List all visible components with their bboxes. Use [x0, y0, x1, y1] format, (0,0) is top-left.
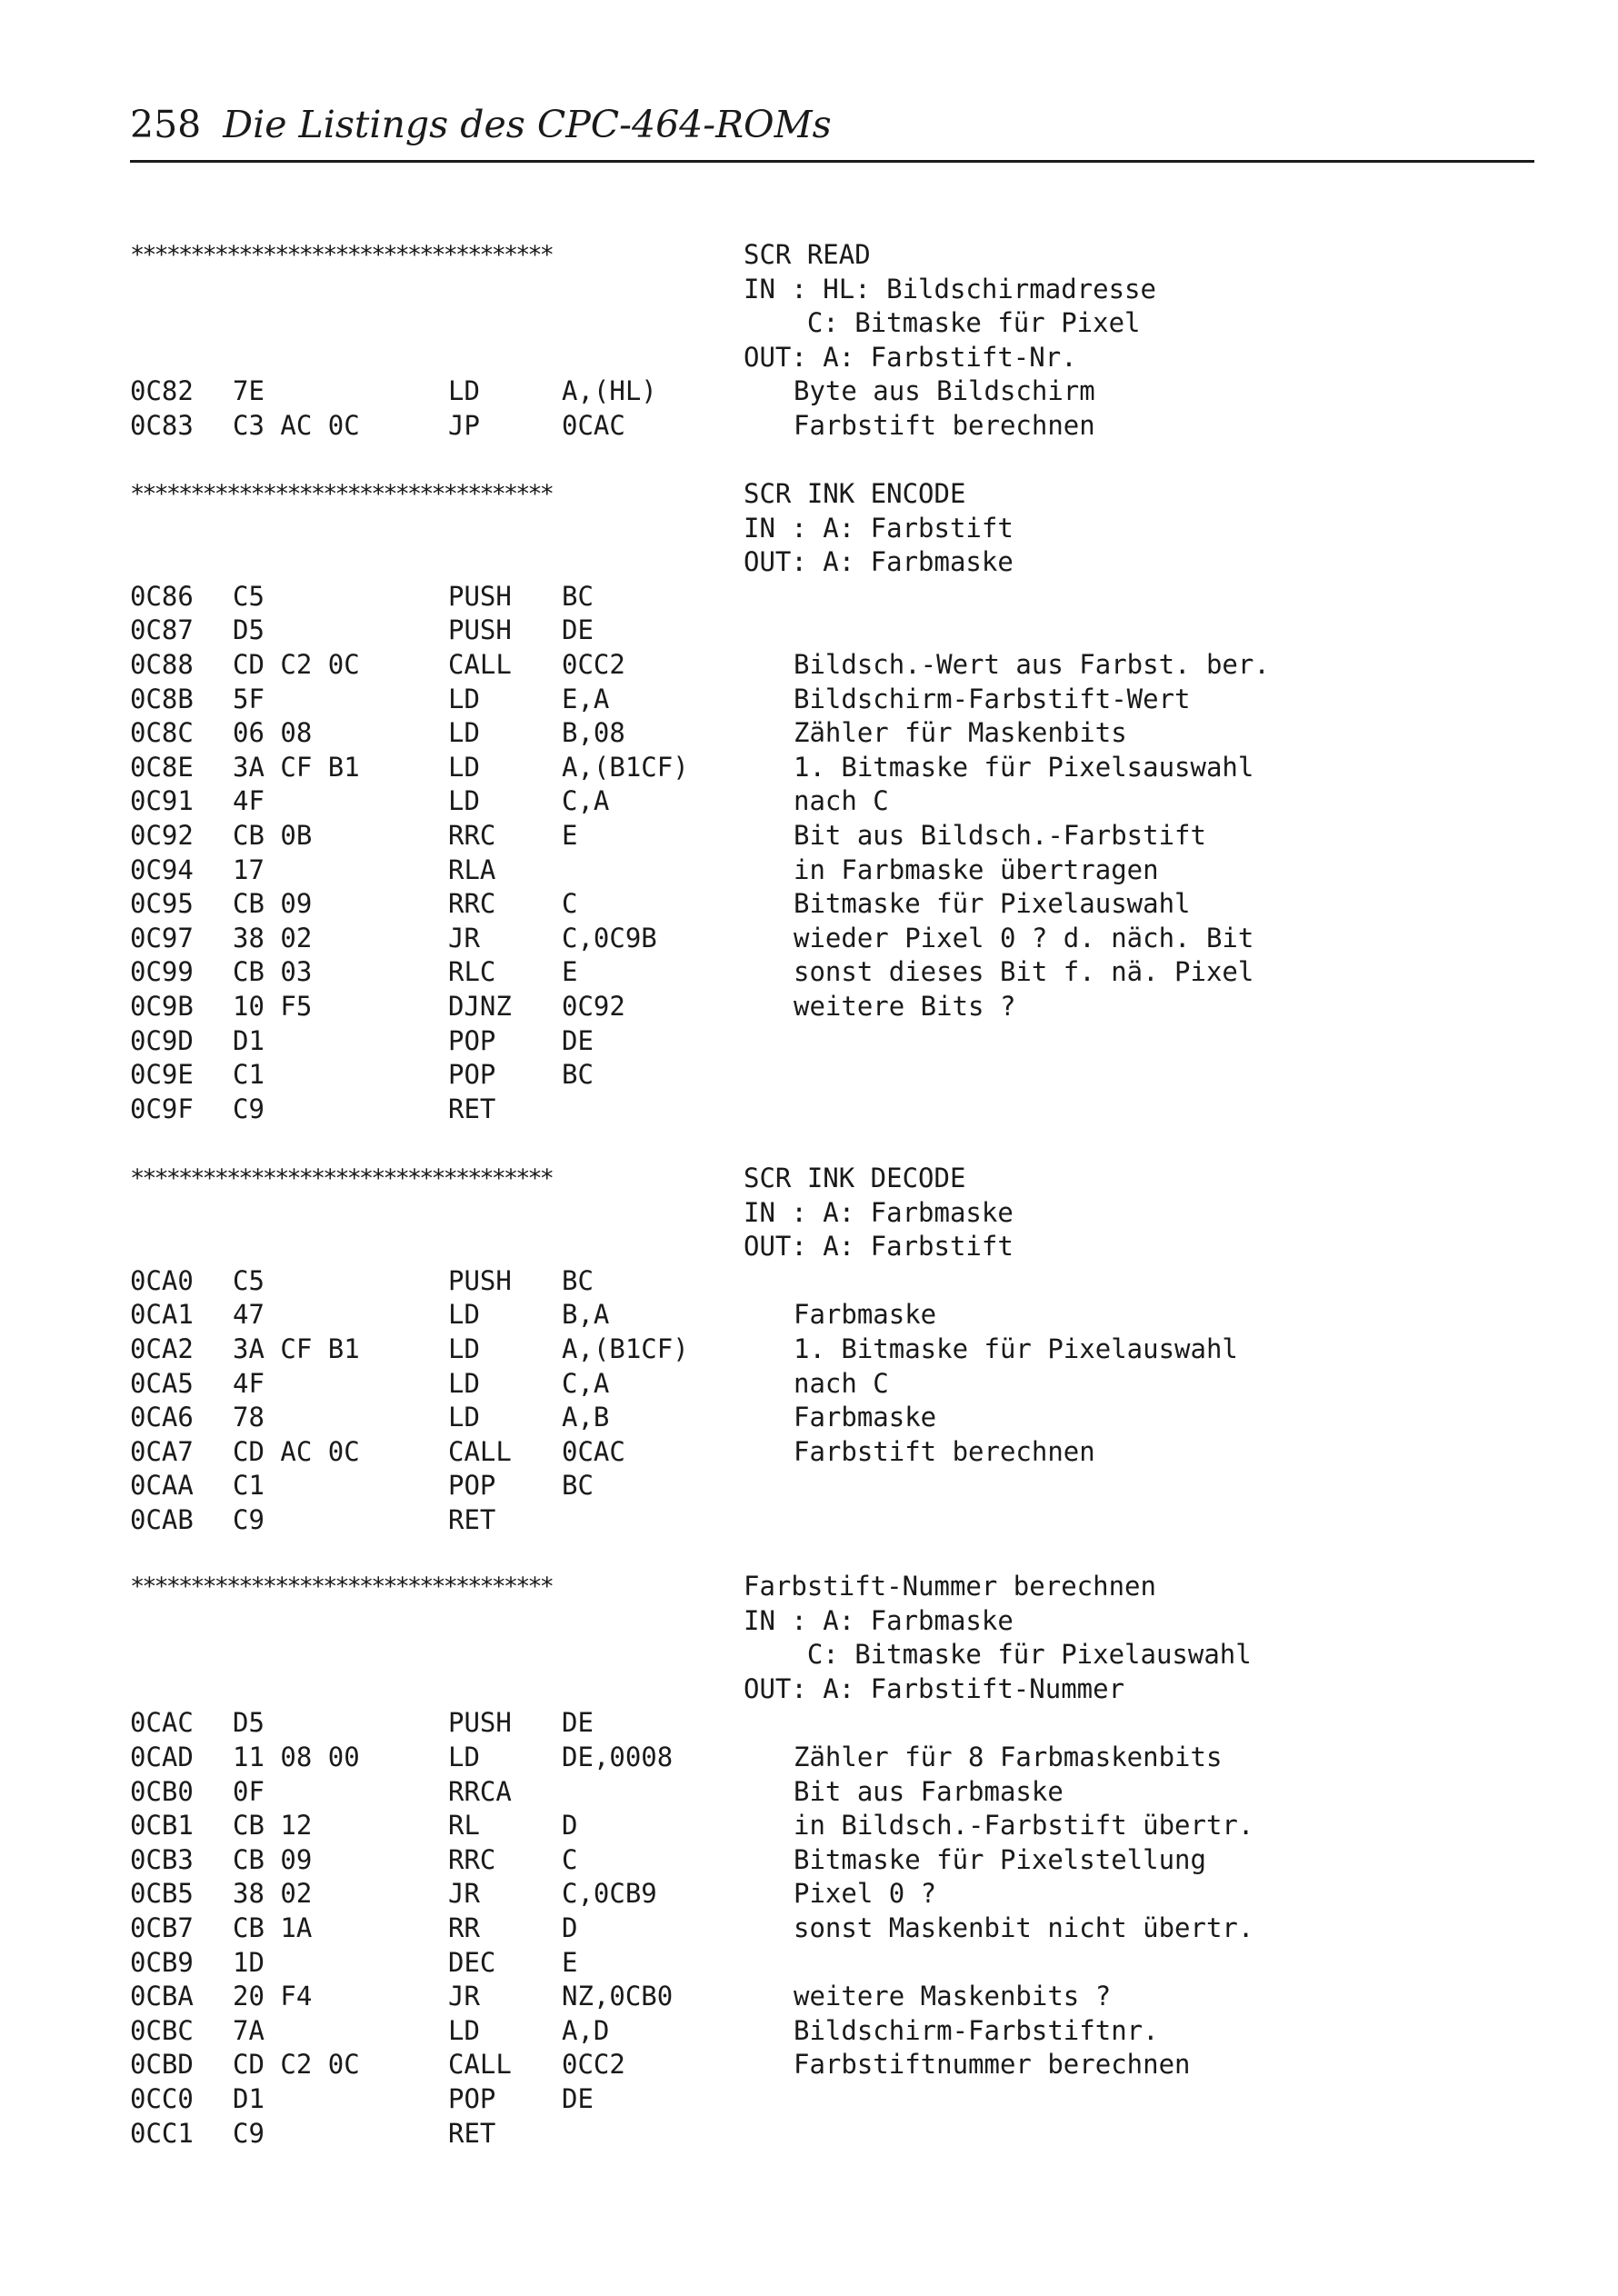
- mnemonic: LD: [448, 1333, 480, 1364]
- listing-row: [130, 580, 1534, 614]
- address: 0CBC: [130, 2014, 194, 2046]
- address: 0C9F: [130, 1093, 194, 1124]
- routine-io-note: OUT: A: Farbmaske: [744, 546, 1014, 578]
- operand: NZ,0CB0: [562, 1981, 674, 2012]
- address: 0C8B: [130, 683, 194, 714]
- address: 0CBA: [130, 1981, 194, 2012]
- comment: wieder Pixel 0 ? d. näch. Bit: [794, 922, 1254, 953]
- comment: nach C: [794, 785, 889, 817]
- operand: D: [562, 1810, 578, 1842]
- comment: Farbstiftnummer berechnen: [794, 2049, 1191, 2081]
- listing-row: [130, 1741, 1534, 1775]
- listing-row: [130, 922, 1534, 956]
- address: 0CB5: [130, 1878, 194, 1910]
- listing-row: [130, 2082, 1534, 2117]
- address: 0C8E: [130, 751, 194, 783]
- listing-row: [130, 1877, 1534, 1912]
- mnemonic: RRCA: [448, 1775, 512, 1807]
- operand: DE: [562, 2082, 594, 2114]
- listing-row: [130, 648, 1534, 683]
- comment: Farbmaske: [794, 1299, 937, 1331]
- operand: BC: [562, 580, 594, 612]
- opcode-bytes: CB 0B: [233, 819, 313, 851]
- operand: DE: [562, 1707, 594, 1739]
- listing-section: [130, 1162, 1534, 1538]
- comment: sonst dieses Bit f. nä. Pixel: [794, 956, 1254, 988]
- address: 0C82: [130, 375, 194, 407]
- routine-io-note: IN : A: Farbmaske: [744, 1196, 1014, 1228]
- opcode-bytes: CD C2 0C: [233, 648, 360, 680]
- opcode-bytes: C5: [233, 1264, 265, 1296]
- opcode-bytes: 1D: [233, 1946, 265, 1978]
- operand: 0C92: [562, 990, 625, 1022]
- mnemonic: RRC: [448, 888, 496, 920]
- opcode-bytes: 10 F5: [233, 990, 313, 1022]
- address: 0C92: [130, 819, 194, 851]
- comment: Zähler für 8 Farbmaskenbits: [794, 1741, 1223, 1772]
- separator-stars: ***********************************: [130, 1572, 552, 1601]
- listing-row: [130, 854, 1534, 888]
- operand: 0CAC: [562, 1435, 625, 1467]
- mnemonic: PUSH: [448, 614, 512, 646]
- listing-row: [130, 887, 1534, 922]
- address: 0C97: [130, 922, 194, 953]
- mnemonic: LD: [448, 751, 480, 783]
- operand: DE,0008: [562, 1741, 674, 1772]
- operand: BC: [562, 1470, 594, 1502]
- opcode-bytes: 3A CF B1: [233, 1333, 360, 1364]
- comment: Bitmaske für Pixelstellung: [794, 1843, 1206, 1875]
- listing-section: [130, 238, 1534, 444]
- opcode-bytes: CB 12: [233, 1810, 313, 1842]
- address: 0C9D: [130, 1024, 194, 1056]
- operand: A,D: [562, 2014, 610, 2046]
- listing-row: [130, 1058, 1534, 1093]
- listing-row: [130, 1843, 1534, 1878]
- operand: DE: [562, 614, 594, 646]
- comment: nach C: [794, 1367, 889, 1399]
- listing-row: [130, 2014, 1534, 2049]
- opcode-bytes: 47: [233, 1299, 265, 1331]
- listing-row: [130, 2117, 1534, 2151]
- separator-row: [130, 477, 1534, 512]
- listing-row: [130, 1264, 1534, 1299]
- opcode-bytes: 11 08 00: [233, 1741, 360, 1772]
- operand: E,A: [562, 683, 610, 714]
- address: 0C88: [130, 648, 194, 680]
- mnemonic: LD: [448, 375, 480, 407]
- address: 0CB7: [130, 1912, 194, 1943]
- operand: 0CC2: [562, 648, 625, 680]
- opcode-bytes: 4F: [233, 785, 265, 817]
- comment: Farbstift berechnen: [794, 1435, 1095, 1467]
- listing-row: [130, 409, 1534, 444]
- address: 0CB3: [130, 1843, 194, 1875]
- address: 0C8C: [130, 717, 194, 749]
- address: 0C99: [130, 956, 194, 988]
- address: 0C94: [130, 854, 194, 885]
- listing-row: [130, 614, 1534, 648]
- opcode-bytes: 78: [233, 1402, 265, 1433]
- address: 0CB0: [130, 1775, 194, 1807]
- mnemonic: RLA: [448, 854, 496, 885]
- comment: Bitmaske für Pixelauswahl: [794, 888, 1191, 920]
- opcode-bytes: D5: [233, 1707, 265, 1739]
- routine-io-note: IN : A: Farbstift: [744, 512, 1014, 544]
- listing-row: [130, 1775, 1534, 1810]
- listing-row: [130, 545, 1534, 580]
- mnemonic: LD: [448, 717, 480, 749]
- listing-row: [130, 1469, 1534, 1503]
- separator-stars: ***********************************: [130, 241, 552, 269]
- operand: E: [562, 819, 578, 851]
- routine-io-note: C: Bitmaske für Pixelauswahl: [744, 1639, 1252, 1671]
- listing-row: [130, 716, 1534, 751]
- comment: Pixel 0 ?: [794, 1878, 937, 1910]
- separator-row: [130, 1570, 1534, 1604]
- listing-section: [130, 1570, 1534, 2151]
- listing-section: [130, 477, 1534, 1126]
- opcode-bytes: C3 AC 0C: [233, 409, 360, 441]
- address: 0CA6: [130, 1402, 194, 1433]
- opcode-bytes: C9: [233, 1093, 265, 1124]
- address: 0CA7: [130, 1435, 194, 1467]
- operand: C: [562, 1843, 578, 1875]
- comment: weitere Maskenbits ?: [794, 1981, 1112, 2012]
- comment: weitere Bits ?: [794, 990, 1016, 1022]
- listing-row: [130, 2048, 1534, 2082]
- routine-name: SCR INK DECODE: [744, 1163, 966, 1193]
- listing-row: [130, 1196, 1534, 1231]
- comment: Bit aus Farbmaske: [794, 1775, 1064, 1807]
- listing-row: [130, 1503, 1534, 1538]
- mnemonic: RET: [448, 2117, 496, 2149]
- opcode-bytes: 7A: [233, 2014, 265, 2046]
- operand: DE: [562, 1024, 594, 1056]
- separator-stars: ***********************************: [130, 480, 552, 508]
- separator-row: [130, 1162, 1534, 1196]
- comment: 1. Bitmaske für Pixelauswahl: [794, 1333, 1238, 1364]
- comment: Bildschirm-Farbstift-Wert: [794, 683, 1191, 714]
- operand: A,(B1CF): [562, 751, 689, 783]
- operand: B,A: [562, 1299, 610, 1331]
- listing-row: [130, 955, 1534, 990]
- routine-io-note: C: Bitmaske für Pixel: [744, 307, 1141, 339]
- operand: E: [562, 956, 578, 988]
- mnemonic: JR: [448, 922, 480, 953]
- separator-row: [130, 238, 1534, 273]
- listing-row: [130, 1024, 1534, 1059]
- mnemonic: PUSH: [448, 580, 512, 612]
- listing-row: [130, 1946, 1534, 1981]
- operand: A,(HL): [562, 375, 657, 407]
- routine-io-note: OUT: A: Farbstift-Nr.: [744, 341, 1077, 373]
- operand: A,(B1CF): [562, 1333, 689, 1364]
- comment: in Bildsch.-Farbstift übertr.: [794, 1810, 1254, 1842]
- assembler-listing: [130, 0, 1534, 2296]
- opcode-bytes: CD C2 0C: [233, 2049, 360, 2081]
- operand: C,A: [562, 1367, 610, 1399]
- opcode-bytes: 17: [233, 854, 265, 885]
- listing-row: [130, 751, 1534, 785]
- operand: C,0CB9: [562, 1878, 657, 1910]
- listing-row: [130, 1638, 1534, 1672]
- routine-io-note: OUT: A: Farbstift: [744, 1231, 1014, 1263]
- routine-name: Farbstift-Nummer berechnen: [744, 1571, 1156, 1602]
- address: 0C95: [130, 888, 194, 920]
- opcode-bytes: D1: [233, 2082, 265, 2114]
- listing-row: [130, 306, 1534, 341]
- mnemonic: POP: [448, 1059, 496, 1091]
- operand: 0CC2: [562, 2049, 625, 2081]
- comment: Farbmaske: [794, 1402, 937, 1433]
- mnemonic: LD: [448, 1402, 480, 1433]
- opcode-bytes: 4F: [233, 1367, 265, 1399]
- mnemonic: RET: [448, 1093, 496, 1124]
- comment: in Farbmaske übertragen: [794, 854, 1159, 885]
- mnemonic: LD: [448, 1299, 480, 1331]
- address: 0CAD: [130, 1741, 194, 1772]
- opcode-bytes: C1: [233, 1059, 265, 1091]
- running-title: Die Listings des CPC-464-ROMs: [223, 103, 832, 146]
- page-number: 258: [130, 103, 202, 146]
- opcode-bytes: CB 09: [233, 888, 313, 920]
- listing-row: [130, 1401, 1534, 1435]
- listing-row: [130, 1604, 1534, 1639]
- address: 0CC1: [130, 2117, 194, 2149]
- opcode-bytes: 0F: [233, 1775, 265, 1807]
- address: 0CB9: [130, 1946, 194, 1978]
- listing-row: [130, 1809, 1534, 1843]
- listing-row: [130, 1706, 1534, 1741]
- address: 0CAA: [130, 1470, 194, 1502]
- comment: 1. Bitmaske für Pixelsauswahl: [794, 751, 1254, 783]
- address: 0CA0: [130, 1264, 194, 1296]
- mnemonic: RLC: [448, 956, 496, 988]
- mnemonic: LD: [448, 2014, 480, 2046]
- listing-row: [130, 1912, 1534, 1946]
- opcode-bytes: 7E: [233, 375, 265, 407]
- listing-row: [130, 1367, 1534, 1402]
- operand: C,A: [562, 785, 610, 817]
- opcode-bytes: CB 09: [233, 1843, 313, 1875]
- address: 0C86: [130, 580, 194, 612]
- listing-row: [130, 1298, 1534, 1333]
- comment: Bildschirm-Farbstiftnr.: [794, 2014, 1159, 2046]
- mnemonic: CALL: [448, 648, 512, 680]
- listing-row: [130, 819, 1534, 854]
- mnemonic: POP: [448, 2082, 496, 2114]
- comment: Bit aus Bildsch.-Farbstift: [794, 819, 1206, 851]
- address: 0CB1: [130, 1810, 194, 1842]
- routine-io-note: IN : A: Farbmaske: [744, 1604, 1014, 1636]
- opcode-bytes: 38 02: [233, 922, 313, 953]
- mnemonic: JR: [448, 1981, 480, 2012]
- listing-row: [130, 1093, 1534, 1127]
- mnemonic: POP: [448, 1470, 496, 1502]
- opcode-bytes: CD AC 0C: [233, 1435, 360, 1467]
- comment: Farbstift berechnen: [794, 409, 1095, 441]
- listing-row: [130, 1230, 1534, 1264]
- routine-io-note: OUT: A: Farbstift-Nummer: [744, 1672, 1125, 1704]
- opcode-bytes: C1: [233, 1470, 265, 1502]
- address: 0CA1: [130, 1299, 194, 1331]
- listing-row: [130, 683, 1534, 717]
- mnemonic: RL: [448, 1810, 480, 1842]
- mnemonic: DEC: [448, 1946, 496, 1978]
- listing-row: [130, 990, 1534, 1024]
- listing-row: [130, 1333, 1534, 1367]
- opcode-bytes: CB 03: [233, 956, 313, 988]
- listing-row: [130, 1435, 1534, 1470]
- address: 0CA5: [130, 1367, 194, 1399]
- address: 0CAB: [130, 1503, 194, 1535]
- mnemonic: RRC: [448, 819, 496, 851]
- mnemonic: JR: [448, 1878, 480, 1910]
- mnemonic: RRC: [448, 1843, 496, 1875]
- mnemonic: LD: [448, 1367, 480, 1399]
- opcode-bytes: D1: [233, 1024, 265, 1056]
- mnemonic: LD: [448, 1741, 480, 1772]
- mnemonic: DJNZ: [448, 990, 512, 1022]
- listing-row: [130, 341, 1534, 375]
- separator-stars: ***********************************: [130, 1164, 552, 1193]
- mnemonic: PUSH: [448, 1264, 512, 1296]
- listing-row: [130, 512, 1534, 546]
- opcode-bytes: 38 02: [233, 1878, 313, 1910]
- routine-name: SCR INK ENCODE: [744, 478, 966, 509]
- mnemonic: PUSH: [448, 1707, 512, 1739]
- opcode-bytes: 20 F4: [233, 1981, 313, 2012]
- operand: 0CAC: [562, 409, 625, 441]
- opcode-bytes: D5: [233, 614, 265, 646]
- operand: BC: [562, 1264, 594, 1296]
- address: 0CA2: [130, 1333, 194, 1364]
- address: 0C9B: [130, 990, 194, 1022]
- address: 0C91: [130, 785, 194, 817]
- opcode-bytes: C9: [233, 2117, 265, 2149]
- mnemonic: RR: [448, 1912, 480, 1943]
- listing-row: [130, 1980, 1534, 2014]
- listing-row: [130, 1672, 1534, 1707]
- address: 0C9E: [130, 1059, 194, 1091]
- address: 0CAC: [130, 1707, 194, 1739]
- opcode-bytes: 3A CF B1: [233, 751, 360, 783]
- address: 0CBD: [130, 2049, 194, 2081]
- operand: C: [562, 888, 578, 920]
- listing-row: [130, 374, 1534, 409]
- address: 0C87: [130, 614, 194, 646]
- operand: A,B: [562, 1402, 610, 1433]
- comment: Zähler für Maskenbits: [794, 717, 1127, 749]
- opcode-bytes: CB 1A: [233, 1912, 313, 1943]
- routine-io-note: IN : HL: Bildschirmadresse: [744, 273, 1156, 304]
- mnemonic: JP: [448, 409, 480, 441]
- opcode-bytes: C5: [233, 580, 265, 612]
- operand: E: [562, 1946, 578, 1978]
- routine-name: SCR READ: [744, 239, 871, 270]
- operand: BC: [562, 1059, 594, 1091]
- mnemonic: CALL: [448, 1435, 512, 1467]
- comment: Byte aus Bildschirm: [794, 375, 1095, 407]
- comment: Bildsch.-Wert aus Farbst. ber.: [794, 648, 1270, 680]
- operand: C,0C9B: [562, 922, 657, 953]
- opcode-bytes: 06 08: [233, 717, 313, 749]
- comment: sonst Maskenbit nicht übertr.: [794, 1912, 1254, 1943]
- mnemonic: CALL: [448, 2049, 512, 2081]
- mnemonic: LD: [448, 785, 480, 817]
- operand: B,08: [562, 717, 625, 749]
- address: 0CC0: [130, 2082, 194, 2114]
- mnemonic: LD: [448, 683, 480, 714]
- mnemonic: POP: [448, 1024, 496, 1056]
- opcode-bytes: C9: [233, 1503, 265, 1535]
- listing-row: [130, 273, 1534, 307]
- mnemonic: RET: [448, 1503, 496, 1535]
- operand: D: [562, 1912, 578, 1943]
- opcode-bytes: 5F: [233, 683, 265, 714]
- address: 0C83: [130, 409, 194, 441]
- listing-row: [130, 784, 1534, 819]
